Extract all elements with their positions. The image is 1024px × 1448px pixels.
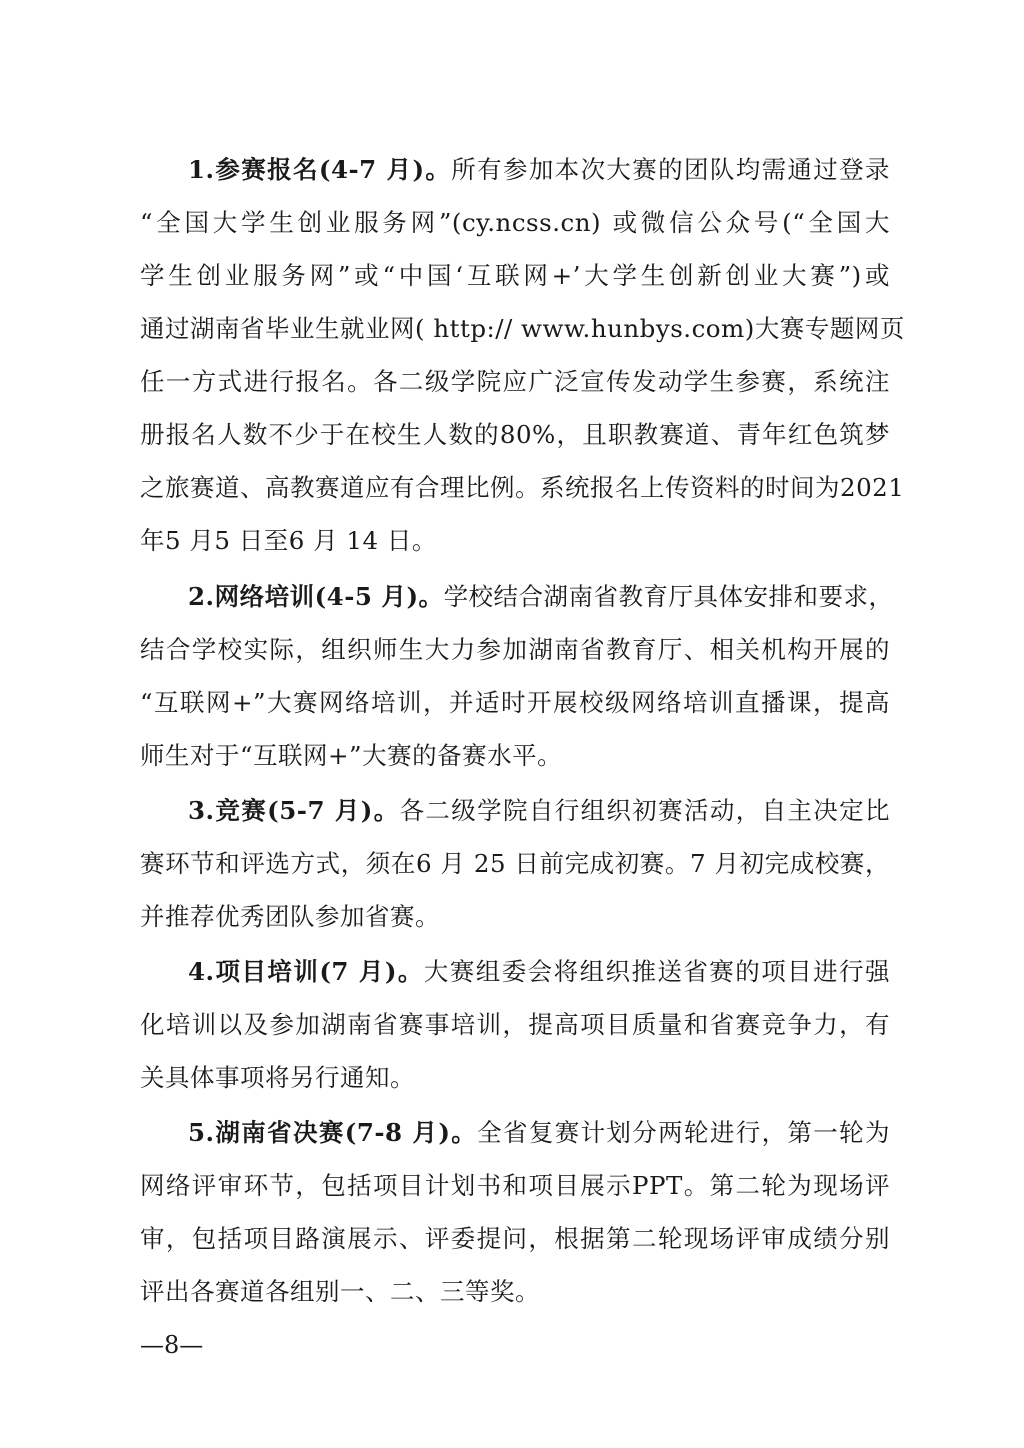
section-4-line-2: 化培训以及参加湖南省赛事培训，提高项目质量和省赛竞争力，有 [140, 1010, 890, 1039]
section-2-line-4: 师生对于“互联网+”大赛的备赛水平。 [140, 741, 563, 770]
section-1-text-1: 所有参加本次大赛的团队均需通过登录 [451, 155, 890, 184]
section-3-heading: 3.竞赛(5-7 月)。 [188, 796, 400, 825]
section-5-line-1 [188, 1117, 890, 1149]
section-1-line-5: 任一方式进行报名。各二级学院应广泛宣传发动学生参赛，系统注 [140, 367, 890, 396]
section-1-line-7: 之旅赛道、高教赛道应有合理比例。系统报名上传资料的时间为2021 [140, 473, 905, 502]
section-4-text-1: 大赛组委会将组织推送省赛的项目进行强 [423, 957, 890, 986]
section-5-heading: 5.湖南省决赛(7-8 月)。 [188, 1118, 478, 1147]
section-2-line-2: 结合学校实际，组织师生大力参加湖南省教育厅、相关机构开展的 [140, 635, 890, 664]
section-1-line-1 [188, 154, 890, 186]
page-number: —8— [140, 1331, 204, 1359]
section-1-line-3: 学生创业服务网”或“中国‘互联网+’大学生创新创业大赛”)或 [140, 261, 890, 290]
section-1-line-4: 通过湖南省毕业生就业网( http:// www.hunbys.com)大赛专题网页 [140, 314, 905, 343]
section-3-line-3: 并推荐优秀团队参加省赛。 [140, 902, 440, 931]
section-5-text-1: 全省复赛计划分两轮进行，第一轮为 [477, 1118, 891, 1147]
section-5-line-3: 审，包括项目路演展示、评委提问，根据第二轮现场评审成绩分别 [140, 1224, 890, 1253]
section-4-line-3: 关具体事项将另行通知。 [140, 1063, 415, 1092]
section-4-line-1 [188, 956, 890, 988]
section-5-line-4: 评出各赛道各组别一、二、三等奖。 [140, 1277, 540, 1306]
section-2-text-1: 学校结合湖南省教育厅具体安排和要求， [443, 582, 894, 611]
section-1-line-6: 册报名人数不少于在校生人数的80%，且职教赛道、青年红色筑梦 [140, 420, 890, 449]
section-4-heading: 4.项目培训(7 月)。 [188, 957, 424, 986]
section-2-heading: 2.网络培训(4-5 月)。 [188, 582, 444, 611]
section-2-line-3: “互联网+”大赛网络培训，并适时开展校级网络培训直播课，提高 [140, 688, 890, 717]
section-3-text-1: 各二级学院自行组织初赛活动，自主决定比 [399, 796, 890, 825]
section-1-heading: 1.参赛报名(4-7 月)。 [188, 155, 452, 184]
section-3-line-1 [188, 795, 890, 827]
section-1-line-2: “全国大学生创业服务网”(cy.ncss.cn) 或微信公众号(“全国大 [140, 208, 890, 237]
section-1-line-8: 年5 月5 日至6 月 14 日。 [140, 526, 437, 555]
section-3-line-2: 赛环节和评选方式，须在6 月 25 日前完成初赛。7 月初完成校赛， [140, 849, 890, 878]
section-2-line-1 [188, 581, 894, 613]
section-5-line-2: 网络评审环节，包括项目计划书和项目展示PPT。第二轮为现场评 [140, 1171, 890, 1200]
